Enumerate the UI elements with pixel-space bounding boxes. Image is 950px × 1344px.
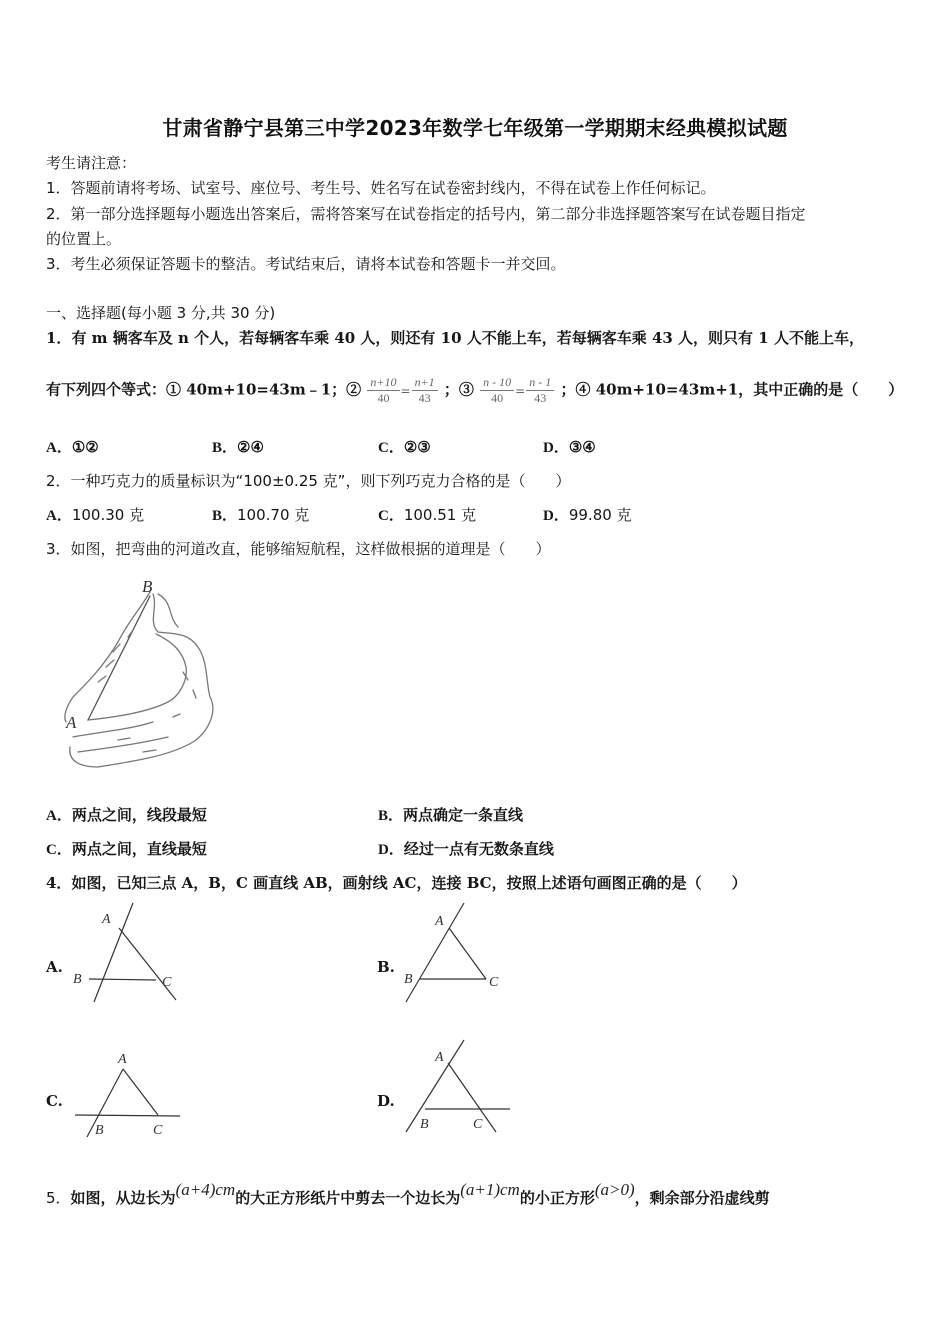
q3-option-a[interactable]: A．两点之间，线段最短 — [46, 806, 207, 824]
notice-item-2-cont: 的位置上。 — [46, 230, 122, 248]
q2-option-d[interactable]: D．99.80 克 — [543, 506, 632, 524]
section-title: 一、选择题(每小题 3 分,共 30 分) — [46, 304, 276, 322]
q1-option-c[interactable]: C．②③ — [378, 438, 431, 456]
q4-option-d-label[interactable]: D. — [377, 1092, 395, 1110]
svg-text:A: A — [118, 1052, 127, 1067]
fraction: $\frac{n - 10}{40}$ — [480, 375, 514, 406]
svg-text:A: A — [435, 914, 444, 929]
question-1-equations: 有下列四个等式：① 40m+10=43m﹣1；② $\frac{n+10}{40}$ = $\frac{n+1}{43}$ ；③ $\frac{n - 10}{40}$ = $\frac{n - 1}{43}$ ；④ 40m+10=43m+1，其中正确的是（ ） — [46, 375, 904, 405]
q4-option-b-label[interactable]: B. — [377, 958, 395, 976]
expr-large-side: (a+4)cm — [175, 1180, 236, 1199]
q2-option-c[interactable]: C．100.51 克 — [378, 506, 477, 524]
q3-option-d[interactable]: D．经过一点有无数条直线 — [378, 840, 554, 858]
q4-figure-d[interactable] — [400, 1035, 520, 1140]
fraction: $\frac{n+10}{40}$ — [367, 375, 399, 406]
point-a-label: A — [66, 713, 77, 732]
question-number: 1． — [46, 329, 72, 347]
svg-text:B: B — [404, 972, 413, 987]
notice-item-2: 2．第一部分选择题每小题选出答案后，需将答案写在试卷指定的括号内，第二部分非选择题答案写在试卷题目指定 — [46, 205, 806, 223]
question-1-text: 1．有 m 辆客车及 n 个人，若每辆客车乘 40 人，则还有 10 人不能上车，若每辆客车乘 43 人，则只有 1 人不能上车， — [46, 329, 864, 347]
svg-text:C: C — [153, 1123, 163, 1138]
svg-text:B: B — [420, 1117, 429, 1132]
notice-item-3: 3．考生必须保证答题卡的整洁。考试结束后，请将本试卷和答题卡一并交回。 — [46, 255, 566, 273]
q4-option-a-label[interactable]: A. — [46, 958, 63, 976]
q1-option-b[interactable]: B．②④ — [212, 438, 264, 456]
q3-option-c[interactable]: C．两点之间，直线最短 — [46, 840, 207, 858]
fraction: $\frac{n+1}{43}$ — [412, 375, 438, 406]
notice-item-1: 1．答题前请将考场、试室号、座位号、考生号、姓名写在试卷密封线内，不得在试卷上作任何标记。 — [46, 179, 716, 197]
q4-figure-b[interactable] — [400, 900, 520, 1010]
svg-text:B: B — [73, 972, 82, 987]
expr-small-side: (a+1)cm — [460, 1180, 520, 1199]
question-4-text: 4．如图，已知三点 A，B，C 画直线 AB，画射线 AC，连接 BC，按照上述语句画图正确的是（ ） — [46, 874, 747, 892]
notice-heading: 考生请注意： — [46, 154, 137, 172]
river-figure — [58, 572, 223, 777]
q1-option-d[interactable]: D．③④ — [543, 438, 596, 456]
q3-option-b[interactable]: B．两点确定一条直线 — [378, 806, 524, 824]
question-2-text: 2．一种巧克力的质量标识为“100±0.25 克”，则下列巧克力合格的是（ ） — [46, 472, 571, 490]
q4-option-c-label[interactable]: C. — [46, 1092, 63, 1110]
svg-text:C: C — [473, 1117, 483, 1132]
q4-figure-a[interactable] — [70, 900, 190, 1010]
svg-text:A: A — [435, 1050, 444, 1065]
q2-option-a[interactable]: A．100.30 克 — [46, 506, 145, 524]
question-3-text: 3．如图，把弯曲的河道改直，能够缩短航程，这样做根据的道理是（ ） — [46, 540, 551, 558]
question-5-text: 5．如图，从边长为(a+4)cm的大正方形纸片中剪去一个边长为(a+1)cm的小正方形(a>0)，剩余部分沿虚线剪 — [46, 1180, 770, 1207]
expr-condition: (a>0) — [594, 1180, 635, 1199]
svg-text:B: B — [95, 1123, 104, 1138]
svg-text:C: C — [162, 975, 172, 990]
svg-text:A: A — [102, 912, 111, 927]
q1-option-a[interactable]: A．①② — [46, 438, 99, 456]
point-b-label: B — [142, 577, 153, 596]
q2-option-b[interactable]: B．100.70 克 — [212, 506, 310, 524]
fraction: $\frac{n - 1}{43}$ — [526, 375, 554, 406]
q4-figure-c[interactable] — [70, 1045, 190, 1140]
page-title: 甘肃省静宁县第三中学2023年数学七年级第一学期期末经典模拟试题 — [162, 116, 788, 140]
svg-text:C: C — [489, 975, 499, 990]
